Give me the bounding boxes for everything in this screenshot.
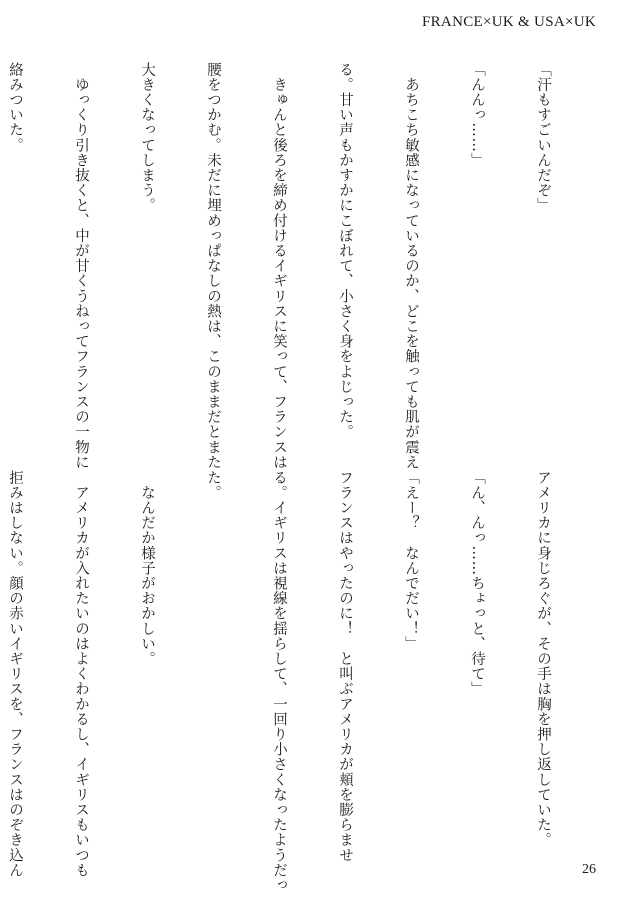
text-line: 「んんっ……」 — [469, 62, 485, 168]
text-line: 「えー？ なんでだい！」 — [403, 470, 419, 652]
text-line: なんだか様子がおかしい。 — [139, 470, 155, 667]
text-block-top — [7, 62, 598, 470]
text-line: る。イギリスは視線を揺らして、一回り小さくなったようだっ — [271, 470, 287, 893]
text-line: アメリカに身じろぐが、その手は胸を押し返していた。 — [535, 470, 551, 848]
text-line: る。甘い声もかすかにこぼれて、小さく身をよじった。 — [337, 62, 353, 440]
text-line: 大きくなってしまう。 — [139, 62, 155, 213]
text-line: 絡みついた。 — [7, 62, 23, 153]
text-line: 「汗もすごいんだぞ」 — [535, 62, 551, 213]
page-number: 26 — [582, 862, 596, 877]
running-header: FRANCE×UK & USA×UK — [421, 14, 596, 30]
text-line: きゅんと後ろを締め付けるイギリスに笑って、フランスは — [271, 62, 287, 470]
text-line: フランスはやったのに！ と叫ぶアメリカが頬を膨らませ — [337, 470, 353, 863]
text-line: あちこち敏感になっているのか、どこを触っても肌が震え — [403, 62, 419, 470]
text-line: 「ん、んっ……ちょっと、待て」 — [469, 470, 485, 697]
text-line: 腰をつかむ。未だに埋めっぱなしの熱は、このままだとまた — [205, 62, 221, 470]
text-line: アメリカが入れたいのはよくわかるし、イギリスもいつも — [73, 470, 89, 878]
text-line: た。 — [205, 470, 221, 501]
text-line: 拒みはしない。顔の赤いイギリスを、フランスはのぞき込ん — [7, 470, 23, 878]
text-line: ゆっくり引き抜くと、中が甘くうねってフランスの一物に — [73, 62, 89, 470]
